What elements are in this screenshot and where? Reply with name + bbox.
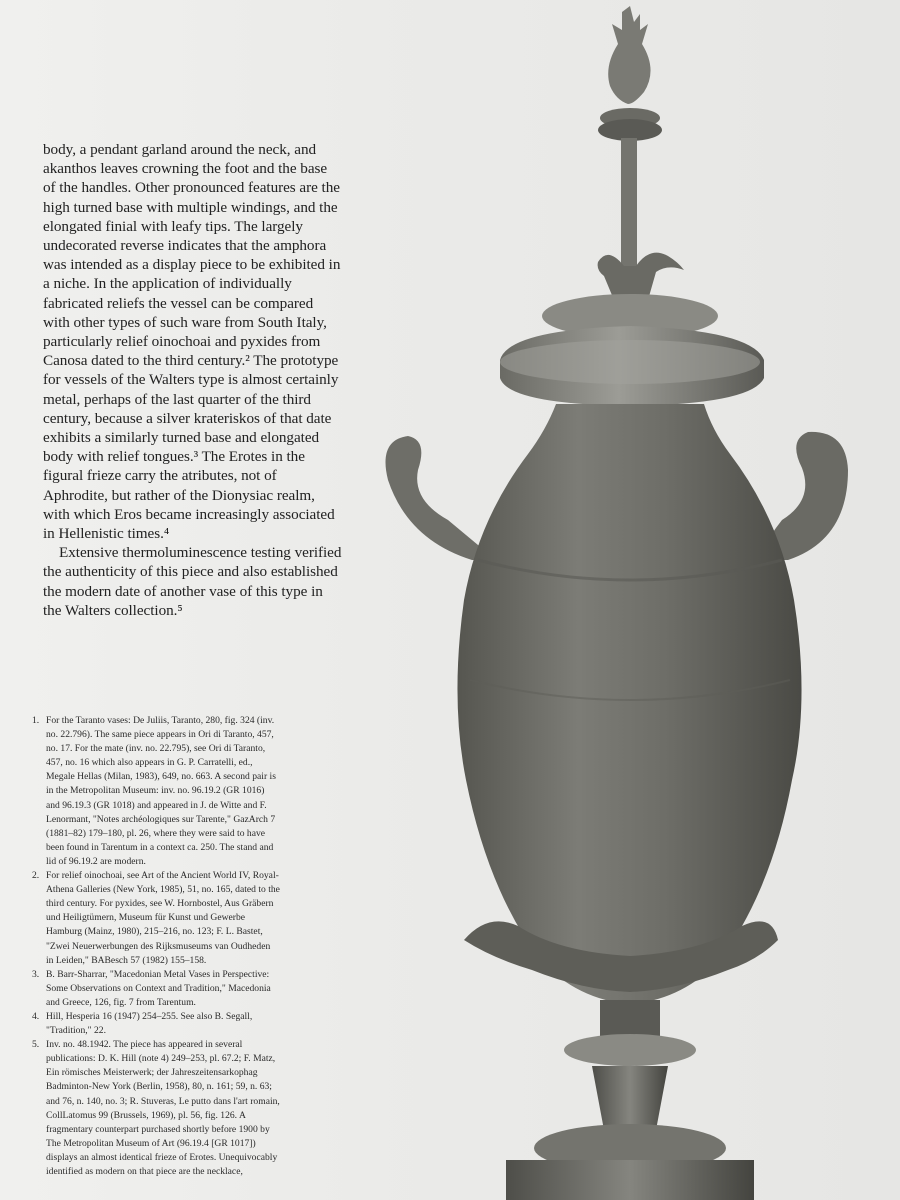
footnotes: [32, 714, 280, 1179]
footnote-4: [32, 1010, 280, 1038]
footnote-number: 3.: [32, 968, 40, 980]
footnote-text: For the Taranto vases: De Juliis, Taranto, 280, fig. 324 (inv. no. 22.796). The same piece appears in Ori di Taranto, 457, no. 17. For the mate (inv. no. 22.795), see Ori di Taranto, 457, no. 16 which also appears in G. P. Carratelli, ed., Megale Hellas (Milan, 1983), 649, no. 663. A second pair is in the Metropolitan Museum: inv. no. 96.19.2 (GR 1016) and 96.19.3 (GR 1018) and appeared in J. de Witte and F. Lenormant, "Notes archéologiques sur Tarente," GazArch 7 (1881–82) 179–180, pl. 26, where they were said to have been found in Tarentum in a context ca. 250. The stand and lid of 96.19.2 are modern.: [46, 715, 276, 867]
footnote-text: For relief oinochoai, see Art of the Ancient World IV, Royal-Athena Galleries (New York, 1985), 51, no. 165, dated to the third century. For pyxides, see W. Hornbostel, Aus Gräbern und Heiligtümern, Museum für Kunst und Gewerbe Hamburg (Mainz, 1980), 215–216, no. 123; F. L. Bastet, "Zwei Neuerwerbungen des Rijksmuseums van Oudheden in Leiden," BABesch 57 (1982) 155–158.: [46, 870, 280, 966]
footnote-3: [32, 968, 280, 1010]
vase-foot: [506, 1000, 754, 1200]
footnote-5: [32, 1038, 280, 1179]
footnote-text: Inv. no. 48.1942. The piece has appeared in several publications: D. K. Hill (note 4) 249–253, pl. 67.2; F. Matz, Ein römisches Meisterwerk; der Jahreszeitensarkophag Badminton-New York (Berlin, 1958), 80, n. 161; 59, n. 63; and 76, n. 140, no. 3; R. Stuveras, Le putto dans l'art romain, CollLatomus 99 (Brussels, 1969), pl. 56, fig. 126. A fragmentary counterpart purchased shortly before 1900 by The Metropolitan Museum of Art (96.19.4 [GR 1017]) displays an almost identical frieze of Erotes. Unequivocably identified as modern on that piece are the necklace,: [46, 1039, 280, 1177]
footnote-2: [32, 869, 280, 968]
footnote-number: 5.: [32, 1039, 40, 1051]
lid: [500, 294, 764, 406]
footnote-number: 4.: [32, 1010, 40, 1022]
finial: [598, 6, 684, 300]
body-paragraph-1: body, a pendant garland around the neck, and akanthos leaves crowning the foot and the base of the handles. Other pronounced features are the high turned base with multiple windings, and the elongated finial with leafy tips. The largely undecorated reverse indicates that the amphora was intended as a display piece to be exhibited in a niche. In the application of individually fabricated reliefs the vessel can be compared with other types of such ware from South Italy, particularly relief oinochoai and pyxides from Canosa dated to the third century.² The prototype for vessels of the Walters type is almost certainly metal, perhaps of the last quarter of the third century, because a silver krateriskos of that date exhibits a similarly turned base and elongated body with relief tongues.³ The Erotes in the figural frieze carry the atributes, not of Aphrodite, but rather of the Dionysiac realm, with which Eros became increasingly associated in Hellenistic times.⁴: [43, 141, 341, 543]
body-paragraph-2: Extensive thermoluminescence testing verified the authenticity of this piece and also established the modern date of another vase of this type in the Walters collection.⁵: [43, 544, 342, 619]
amphora-photograph: [378, 0, 900, 1200]
vase-body: [457, 404, 801, 1004]
footnote-number: 2.: [32, 870, 40, 882]
amphora-illustration: [378, 0, 900, 1200]
footnote-1: [32, 714, 280, 869]
footnote-text: B. Barr-Sharrar, "Macedonian Metal Vases in Perspective: Some Observations on Context and Tradition," Macedonia and Greece, 126, fig. 7 from Tarentum.: [46, 968, 271, 1008]
footnote-text: Hill, Hesperia 16 (1947) 254–255. See also B. Segall, "Tradition," 22.: [46, 1010, 253, 1037]
footnote-number: 1.: [32, 715, 40, 726]
body-text-column: [43, 140, 343, 620]
